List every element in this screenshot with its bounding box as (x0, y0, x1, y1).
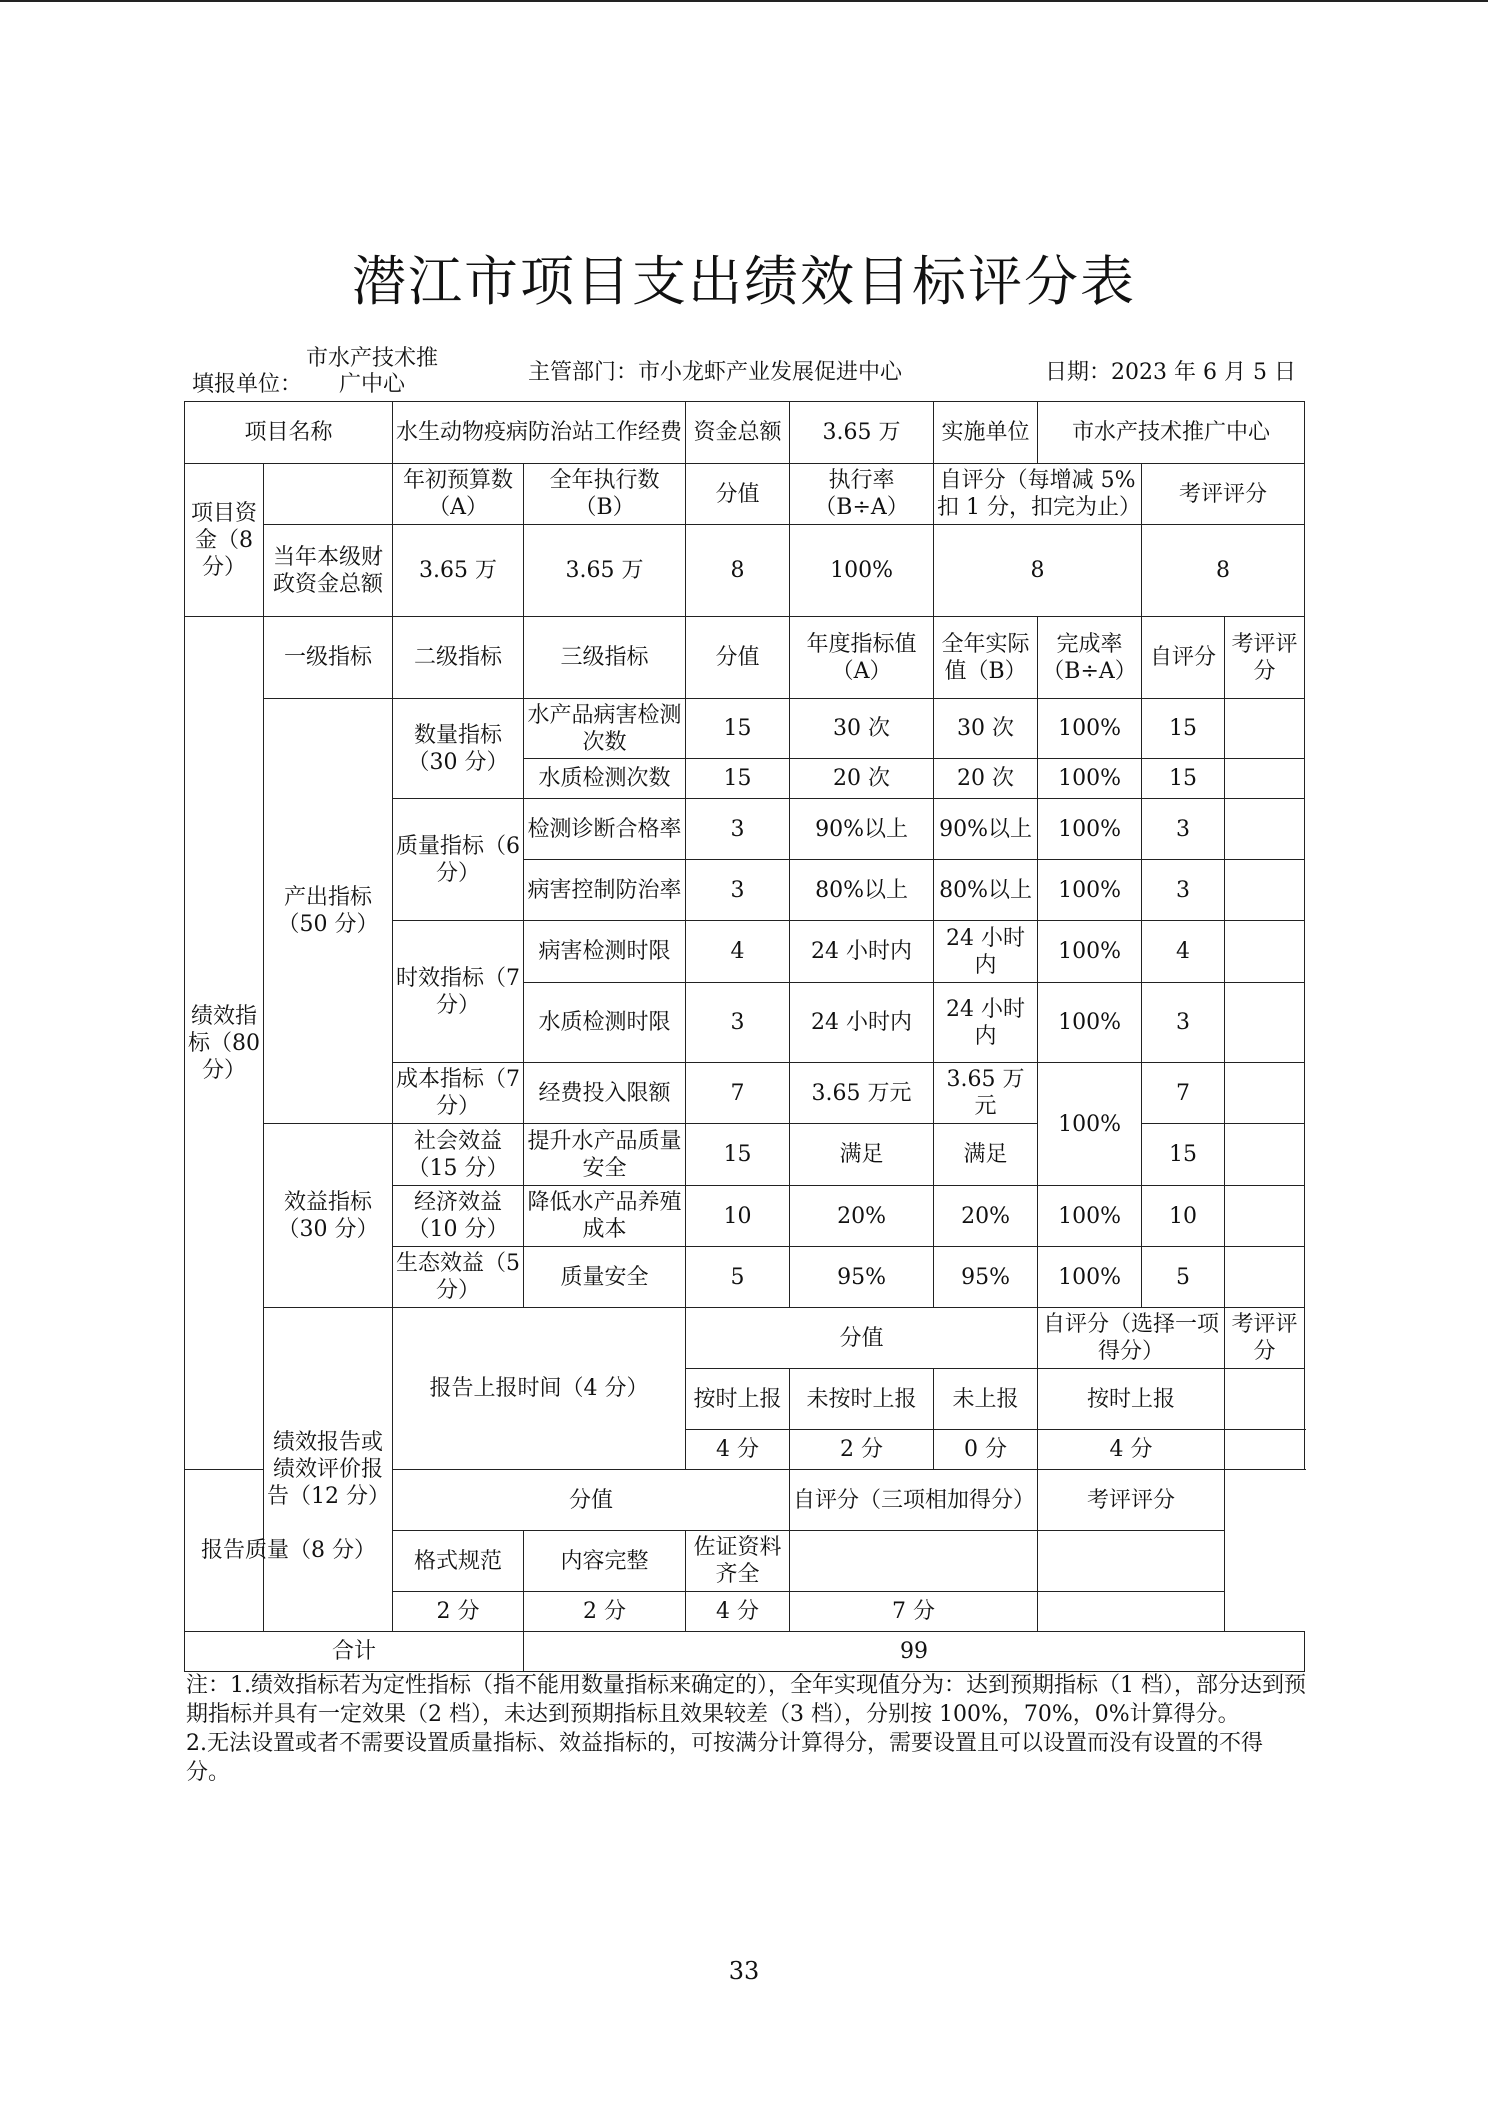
hdr-l1: 一级指标 (264, 617, 393, 699)
report-timing-score-label: 分值 (686, 1308, 1038, 1369)
timing-points-late: 2 分 (790, 1430, 934, 1470)
actual-cell: 24 小时内 (934, 921, 1038, 983)
score-table (184, 401, 1305, 1672)
timing-option-late: 未按时上报 (790, 1369, 934, 1430)
score-cell: 15 (686, 759, 790, 799)
quality-points-evidence: 4 分 (686, 1592, 790, 1632)
timing-self-text: 按时上报 (1038, 1369, 1225, 1430)
target-cell: 24 小时内 (790, 983, 934, 1063)
group-timeliness: 时效指标（7 分） (393, 921, 524, 1063)
quality-self-points: 7 分 (790, 1592, 1038, 1632)
supervising-dept-label: 主管部门： (528, 360, 639, 385)
actual-cell: 20 次 (934, 759, 1038, 799)
self-score-cell: 3 (1142, 799, 1225, 860)
l3-cell: 提升水产品质量安全 (524, 1124, 686, 1186)
col-exec: 全年执行数（B） (524, 464, 686, 525)
funds-budget: 3.65 万 (393, 525, 524, 617)
self-score-cell: 15 (1142, 1124, 1225, 1186)
timing-points-none: 0 分 (934, 1430, 1038, 1470)
report-quality-score-label: 分值 (393, 1470, 790, 1531)
completion-cell: 100% (1038, 860, 1142, 921)
actual-cell: 满足 (934, 1124, 1038, 1186)
review-score-cell (1225, 1063, 1305, 1124)
score-cell: 7 (686, 1063, 790, 1124)
page-number: 33 (728, 1957, 760, 1985)
timing-option-none: 未上报 (934, 1369, 1038, 1430)
hdr-self: 自评分 (1142, 617, 1225, 699)
timing-option-on-time: 按时上报 (686, 1369, 790, 1430)
quality-option-format: 格式规范 (393, 1531, 524, 1592)
funds-rate: 100% (790, 525, 934, 617)
timing-self-points: 4 分 (1038, 1430, 1225, 1470)
benefit-indicator-label: 效益指标（30 分） (264, 1124, 393, 1308)
hdr-target: 年度指标值（A） (790, 617, 934, 699)
score-cell: 5 (686, 1247, 790, 1308)
self-score-cell: 7 (1142, 1063, 1225, 1124)
supervising-dept-value: 市小龙虾产业发展促进中心 (638, 360, 903, 385)
actual-cell: 90%以上 (934, 799, 1038, 860)
review-score-cell (1225, 759, 1305, 799)
report-timing-self-label: 自评分（选择一项得分） (1038, 1308, 1225, 1369)
score-cell: 10 (686, 1186, 790, 1247)
self-score-cell: 10 (1142, 1186, 1225, 1247)
review-score-cell (1225, 921, 1305, 983)
col-budget: 年初预算数（A） (393, 464, 524, 525)
report-date: 日期：2023 年 6 月 5 日 (1045, 360, 1296, 385)
l3-cell: 病害检测时限 (524, 921, 686, 983)
quality-review-blank (1038, 1531, 1225, 1592)
self-score-cell: 15 (1142, 759, 1225, 799)
target-cell: 24 小时内 (790, 921, 934, 983)
supervising-dept (528, 360, 902, 386)
project-name-label: 项目名称 (185, 402, 393, 464)
funds-value-row (185, 525, 1305, 617)
target-cell: 满足 (790, 1124, 934, 1186)
quality-review-points-blank (1038, 1592, 1225, 1632)
actual-cell: 95% (934, 1247, 1038, 1308)
target-cell: 20 次 (790, 759, 934, 799)
funds-exec: 3.65 万 (524, 525, 686, 617)
target-cell: 80%以上 (790, 860, 934, 921)
target-cell: 30 次 (790, 699, 934, 759)
col-review: 考评评分 (1142, 464, 1305, 525)
actual-cell: 3.65 万元 (934, 1063, 1038, 1124)
quality-points-content: 2 分 (524, 1592, 686, 1632)
hdr-review: 考评评分 (1225, 617, 1305, 699)
target-cell: 90%以上 (790, 799, 934, 860)
total-value: 99 (524, 1632, 1305, 1672)
quality-self-blank (790, 1531, 1038, 1592)
l3-cell: 病害控制防治率 (524, 860, 686, 921)
funds-blank-cell (264, 464, 393, 525)
project-row (185, 402, 1305, 464)
impl-unit-label: 实施单位 (934, 402, 1038, 464)
review-score-cell (1225, 1247, 1305, 1308)
hdr-completion: 完成率（B÷A） (1038, 617, 1142, 699)
hdr-l3: 三级指标 (524, 617, 686, 699)
completion-cell: 100% (1038, 1186, 1142, 1247)
hdr-score: 分值 (686, 617, 790, 699)
actual-cell: 80%以上 (934, 860, 1038, 921)
completion-cell: 100% (1038, 699, 1142, 759)
funds-header-row (185, 464, 1305, 525)
completion-cell: 100% (1038, 1247, 1142, 1308)
group-economic: 经济效益（10 分） (393, 1186, 524, 1247)
quality-option-content: 内容完整 (524, 1531, 686, 1592)
col-rate: 执行率（B÷A） (790, 464, 934, 525)
self-score-cell: 3 (1142, 983, 1225, 1063)
filling-unit-label: 填报单位： (192, 372, 303, 397)
report-timing-header-row (185, 1308, 1305, 1369)
review-score-cell (1225, 1124, 1305, 1186)
page-title: 潜江市项目支出绩效目标评分表 (352, 250, 1136, 313)
funds-score: 8 (686, 525, 790, 617)
actual-cell: 20% (934, 1186, 1038, 1247)
report-quality-label: 报告质量（8 分） (185, 1470, 393, 1632)
score-cell: 3 (686, 799, 790, 860)
output-indicator-label: 产出指标（50 分） (264, 699, 393, 1124)
score-cell: 15 (686, 1124, 790, 1186)
total-label: 合计 (185, 1632, 524, 1672)
filling-unit (192, 346, 532, 398)
total-row (185, 1632, 1305, 1672)
review-score-cell (1225, 699, 1305, 759)
quality-option-evidence: 佐证资料齐全 (686, 1531, 790, 1592)
l3-cell: 降低水产品养殖成本 (524, 1186, 686, 1247)
score-cell: 3 (686, 860, 790, 921)
project-name-value: 水生动物疫病防治站工作经费 (393, 402, 686, 464)
perf-section-label: 绩效指标（80 分） (185, 617, 264, 1470)
funds-section-label: 项目资金（8 分） (185, 464, 264, 617)
timing-review-blank (1225, 1369, 1305, 1430)
target-cell: 3.65 万元 (790, 1063, 934, 1124)
col-self: 自评分（每增减 5%扣 1 分，扣完为止） (934, 464, 1142, 525)
perf-header-row (185, 617, 1305, 699)
hdr-l2: 二级指标 (393, 617, 524, 699)
l3-cell: 水产品病害检测次数 (524, 699, 686, 759)
report-quality-self-label: 自评分（三项相加得分） (790, 1470, 1038, 1531)
footnote-2: 2.无法设置或者不需要设置质量指标、效益指标的，可按满分计算得分，需要设置且可以设置而没有设置的不得分。 (186, 1731, 1263, 1785)
completion-cell: 100% (1038, 921, 1142, 983)
funds-review: 8 (1142, 525, 1305, 617)
report-timing-label: 报告上报时间（4 分） (393, 1308, 686, 1470)
self-score-cell: 5 (1142, 1247, 1225, 1308)
funds-row-label: 当年本级财政资金总额 (264, 525, 393, 617)
report-quality-review-label: 考评评分 (1038, 1470, 1225, 1531)
self-score-cell: 3 (1142, 860, 1225, 921)
actual-cell: 30 次 (934, 699, 1038, 759)
target-cell: 20% (790, 1186, 934, 1247)
fund-total-label: 资金总额 (686, 402, 790, 464)
report-timing-review-label: 考评评分 (1225, 1308, 1305, 1369)
score-cell: 15 (686, 699, 790, 759)
l3-cell: 检测诊断合格率 (524, 799, 686, 860)
group-cost: 成本指标（7 分） (393, 1063, 524, 1124)
completion-cell: 100% (1038, 983, 1142, 1063)
fund-total-value: 3.65 万 (790, 402, 934, 464)
l3-cell: 水质检测次数 (524, 759, 686, 799)
l3-cell: 水质检测时限 (524, 983, 686, 1063)
quality-points-format: 2 分 (393, 1592, 524, 1632)
score-cell: 3 (686, 983, 790, 1063)
review-score-cell (1225, 1186, 1305, 1247)
l3-cell: 经费投入限额 (524, 1063, 686, 1124)
footnote-1: 注：1.绩效指标若为定性指标（指不能用数量指标来确定的），全年实现值分为：达到预期指标（1 档），部分达到预期指标并具有一定效果（2 档），未达到预期指标且效果较差（3 档），分别按 100%，70%，0%计算得分。 (186, 1673, 1306, 1727)
funds-self: 8 (934, 525, 1142, 617)
completion-cell: 100% (1038, 759, 1142, 799)
group-social: 社会效益（15 分） (393, 1124, 524, 1186)
col-score: 分值 (686, 464, 790, 525)
table-row (185, 699, 1305, 759)
top-border-line (0, 0, 1488, 2)
actual-cell: 24 小时内 (934, 983, 1038, 1063)
review-score-cell (1225, 983, 1305, 1063)
timing-points-on-time: 4 分 (686, 1430, 790, 1470)
group-quality: 质量指标（6 分） (393, 799, 524, 921)
timing-review-points-blank (1225, 1430, 1305, 1470)
completion-cell: 100% (1038, 799, 1142, 860)
score-cell: 4 (686, 921, 790, 983)
self-score-cell: 15 (1142, 699, 1225, 759)
filling-unit-value: 市水产技术推广中心 (306, 346, 439, 397)
footnotes (186, 1671, 1306, 1787)
group-ecological: 生态效益（5 分） (393, 1247, 524, 1308)
impl-unit-value: 市水产技术推广中心 (1038, 402, 1305, 464)
self-score-cell: 4 (1142, 921, 1225, 983)
hdr-actual: 全年实际值（B） (934, 617, 1038, 699)
l3-cell: 质量安全 (524, 1247, 686, 1308)
review-score-cell (1225, 860, 1305, 921)
completion-cell: 100% (1038, 1063, 1142, 1186)
group-quantity: 数量指标（30 分） (393, 699, 524, 799)
report-section-label: 绩效报告或绩效评价报告（12 分） (264, 1308, 393, 1632)
review-score-cell (1225, 799, 1305, 860)
target-cell: 95% (790, 1247, 934, 1308)
